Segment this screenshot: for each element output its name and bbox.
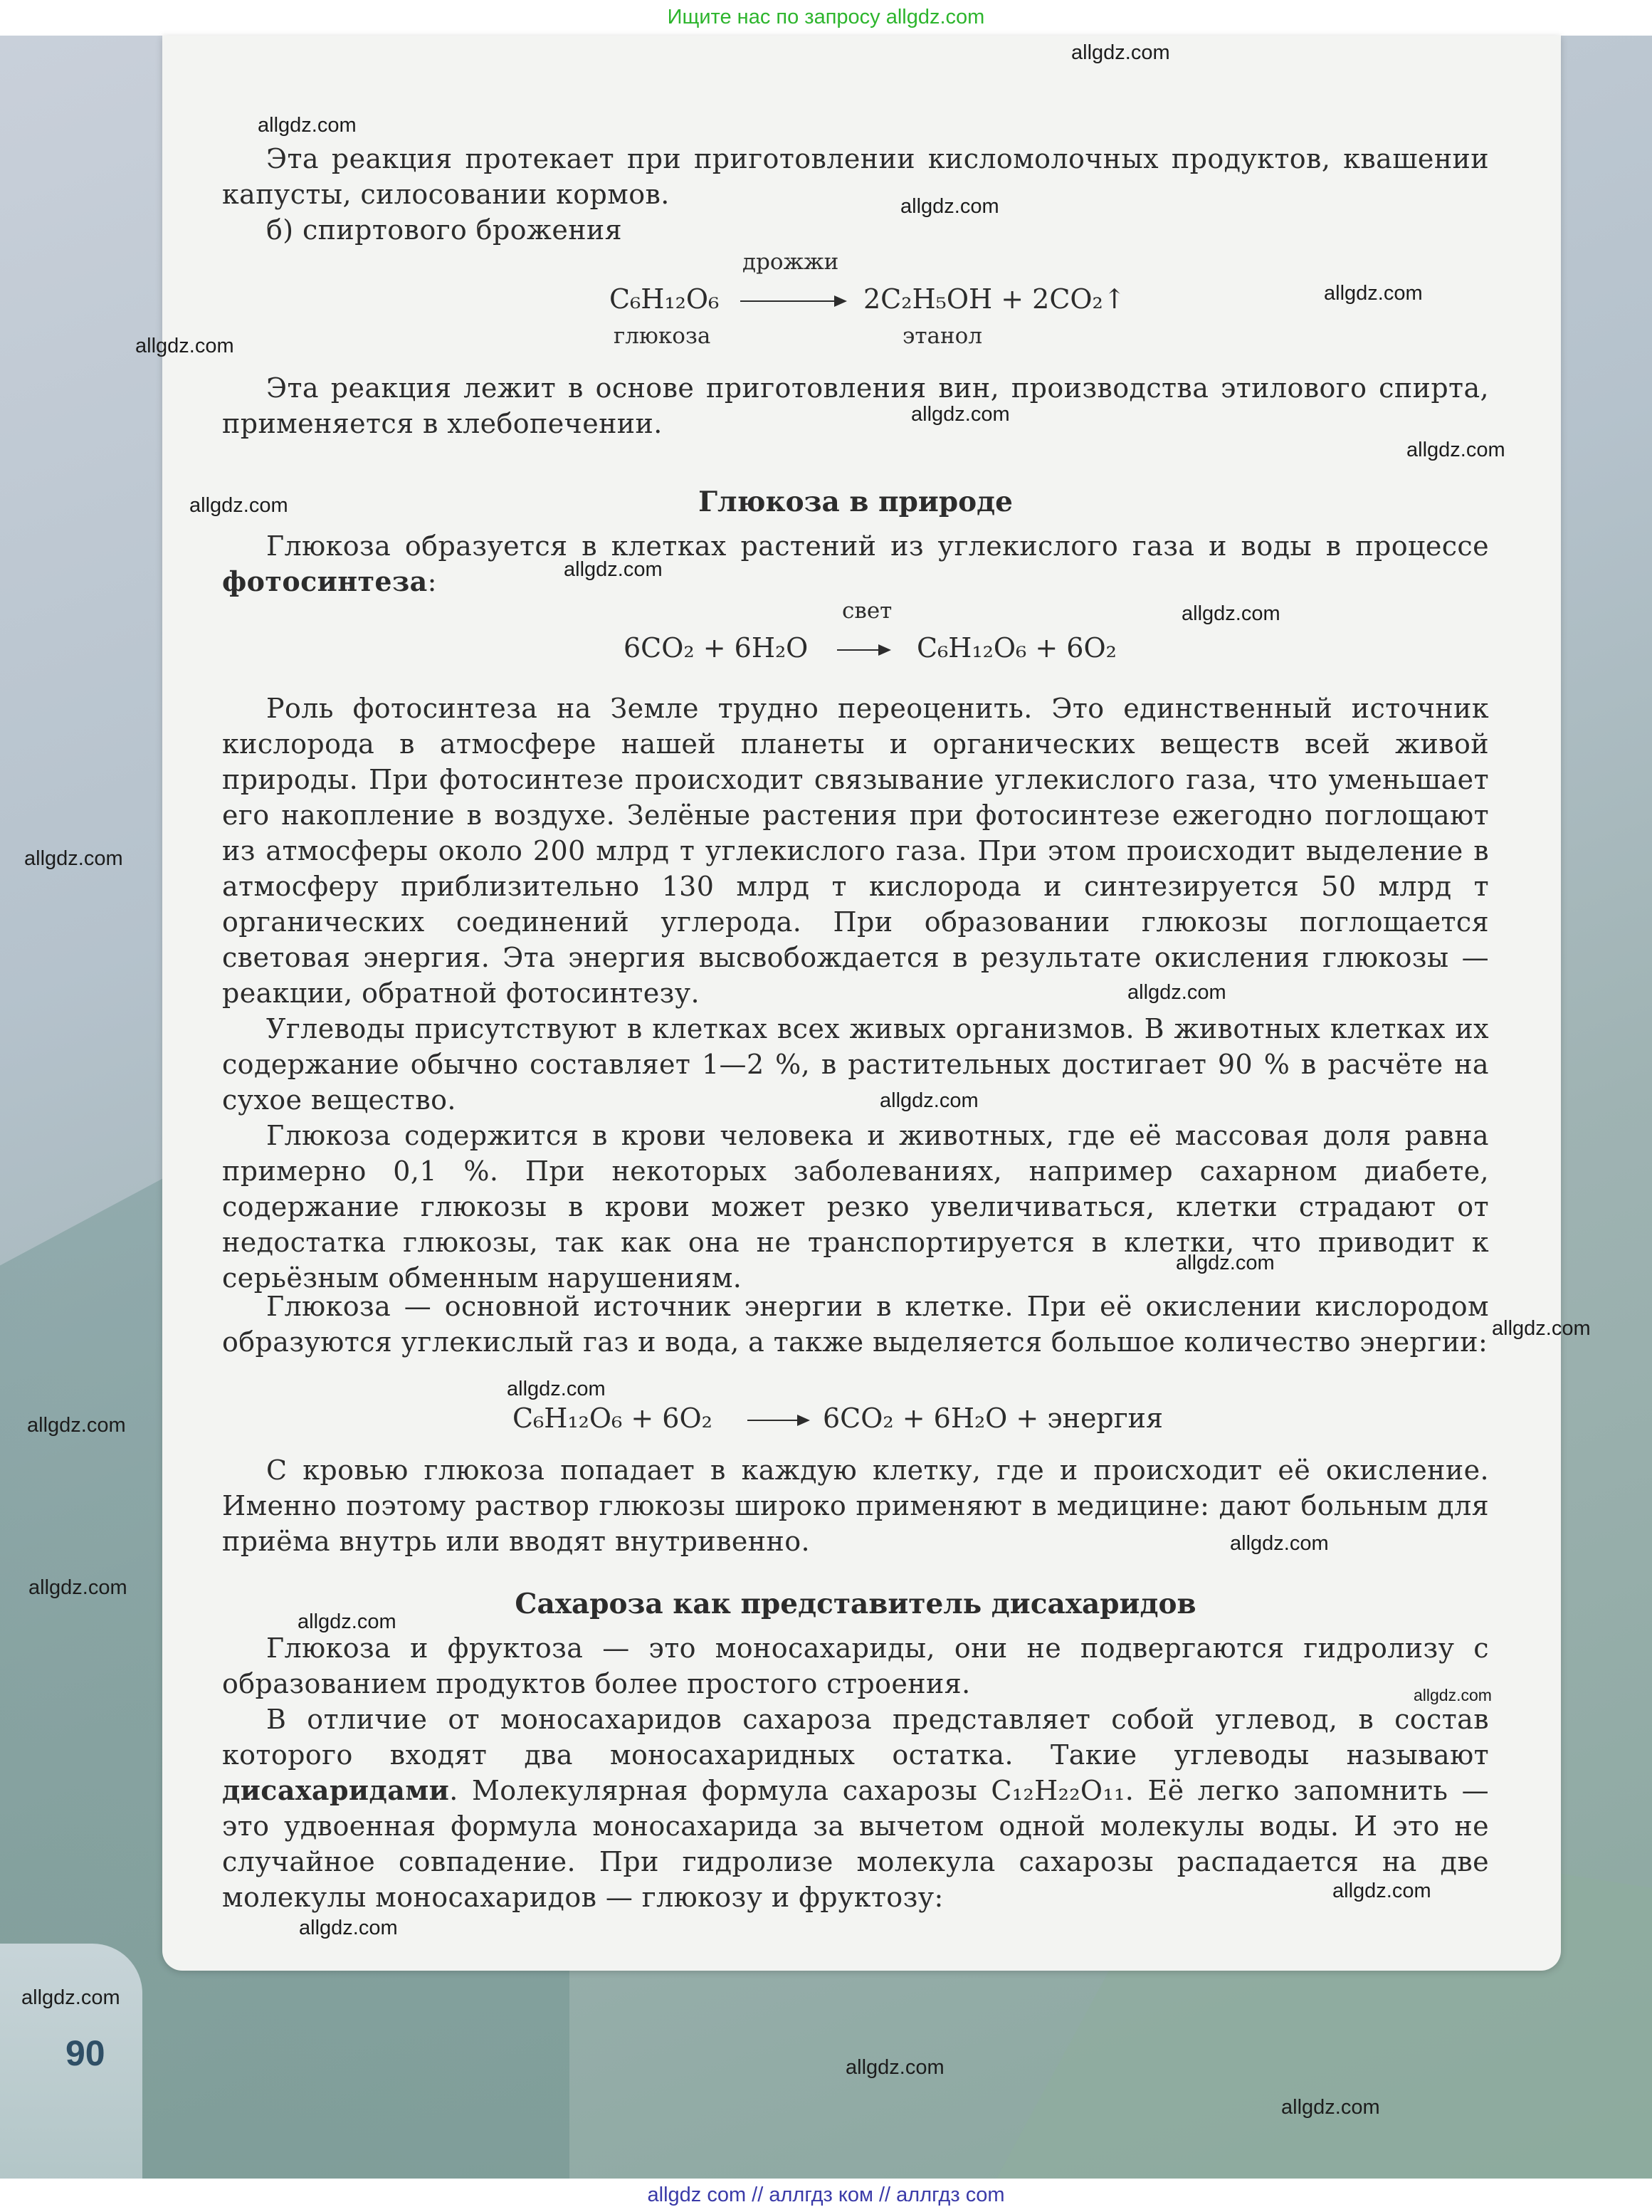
paragraph: б) спиртового брожения [266, 214, 623, 246]
paragraph: Эта реакция протекает при приготовлении кисломолочных продуктов, квашении капусты, силосовании кормов. [222, 143, 1489, 210]
text: . Молекулярная формула сахарозы [449, 1775, 991, 1806]
watermark: allgdz.com [1492, 1317, 1591, 1340]
watermark: allgdz.com [298, 1610, 396, 1633]
reaction-arrow-icon [740, 300, 846, 302]
watermark: allgdz.com [1406, 439, 1505, 461]
watermark: allgdz.com [880, 1089, 979, 1112]
watermark: allgdz.com [911, 403, 1010, 426]
book-page [162, 36, 1561, 1971]
equation-reactant: C₆H₁₂O₆ [609, 283, 720, 315]
section-heading: Глюкоза в природе [698, 486, 1013, 518]
watermark: allgdz.com [507, 1378, 606, 1400]
watermark: allgdz.com [1414, 1686, 1492, 1704]
watermark: allgdz.com [1176, 1252, 1275, 1274]
equation-product: 2C₂H₅OH + 2CO₂↑ [863, 283, 1126, 315]
watermark: allgdz.com [1127, 981, 1226, 1004]
equation-reactant: 6CO₂ + 6H₂O [624, 632, 809, 664]
watermark: allgdz.com [564, 558, 663, 581]
watermark: allgdz.com [135, 335, 234, 357]
watermark: allgdz.com [846, 2056, 945, 2079]
paragraph: Глюкоза содержится в крови человека и животных, где её массовая доля равна примерно 0,1 %. При некоторых заболеваниях, например сахарном диабете, содержание глюкозы в крови может резко увеличиваться, клетки страдают от недостатка глюкозы, так как она не транспортируется в клетки, что приводит к серьёзным обменным нарушениям. [222, 1120, 1489, 1294]
watermark: allgdz.com [1324, 282, 1423, 305]
watermark: allgdz.com [28, 1576, 127, 1599]
paragraph: Эта реакция лежит в основе приготовления вин, производства этилового спирта, применяется в хлебопечении. [222, 372, 1489, 439]
formula: C₁₂H₂₂O₁₁ [991, 1775, 1125, 1806]
watermark: allgdz.com [1071, 41, 1170, 64]
watermark: allgdz.com [299, 1917, 398, 1939]
watermark: allgdz.com [1281, 2096, 1380, 2119]
equation-label: этанол [903, 323, 983, 349]
text: : [427, 566, 437, 597]
paragraph [222, 1702, 1489, 1915]
paragraph: Роль фотосинтеза на Земле трудно переоценить. Это единственный источник кислорода в атмосфере нашей планеты и органических веществ всей живой природы. При фотосинтезе происходит связывание углекислого газа, что уменьшает его накопление в воздухе. Зелёные растения при фотосинтезе ежегодно поглощают из атмосферы около 200 млрд т углекислого газа. При этом происходит выделение в атмосферу приблизительно 130 млрд т кислорода и синтезируется 50 млрд т органических соединений углерода. При образовании глюкозы поглощается световая энергия. Эта энергия высвобождается в результате окисления глюкозы — реакции, обратной фотосинтезу. [222, 693, 1489, 1009]
term: фотосинтеза [222, 565, 428, 597]
equation-label: глюкоза [614, 323, 711, 349]
watermark: allgdz.com [189, 494, 288, 517]
paragraph [222, 528, 1489, 599]
text: Глюкоза образуется в клетках растений из углекислого газа и воды в процессе [266, 530, 1489, 562]
paragraph: С кровью глюкоза попадает в каждую клетку, где и происходит её окисление. Именно поэтому раствор глюкозы широко применяют в медицине: дают больным для приёма внутрь или вводят внутривенно. [222, 1454, 1489, 1557]
section-heading: Сахароза как представитель дисахаридов [515, 1588, 1196, 1620]
watermark: allgdz.com [1332, 1880, 1431, 1902]
paragraph: Глюкоза — основной источник энергии в клетке. При её окислении кислородом образуются углекислый газ и вода, а также выделяется большое количество энергии: [222, 1291, 1489, 1358]
paragraph: Углеводы присутствуют в клетках всех живых организмов. В животных клетках их содержание обычно составляет 1—2 %, в растительных достигает 90 % в расчёте на сухое вещество. [222, 1013, 1489, 1116]
equation-product: 6CO₂ + 6H₂O + энергия [823, 1403, 1163, 1434]
equation-reactant: C₆H₁₂O₆ + 6O₂ [512, 1403, 712, 1434]
watermark: allgdz.com [27, 1414, 126, 1437]
watermark: allgdz.com [21, 1986, 120, 2009]
text: . Её легко запомнить — это удвоенная формула моносахарида за вычетом одной молекулы воды. И это не случайное совпадение. При гидролизе молекула сахарозы распадается на две молекулы моносахаридов — глюкозу и фруктозу: [222, 1775, 1489, 1913]
reaction-arrow-icon [747, 1420, 809, 1421]
watermark: allgdz.com [1230, 1532, 1329, 1555]
equation-product: C₆H₁₂O₆ + 6O₂ [917, 632, 1117, 664]
top-banner: Ищите нас по запросу allgdz.com [0, 0, 1652, 36]
reaction-arrow-icon [837, 649, 890, 651]
watermark: allgdz.com [1182, 602, 1280, 625]
equation-condition: свет [842, 598, 893, 624]
watermark: allgdz.com [24, 847, 123, 870]
watermark: allgdz.com [258, 114, 357, 137]
page-number: 90 [65, 2033, 105, 2073]
bottom-banner: allgdz com // аллгдз ком // аллгдз com [0, 2179, 1652, 2212]
text: В отличие от моносахаридов сахароза представляет собой углевод, в состав которого входят два моносахаридных остатка. Такие углеводы называют [222, 1704, 1489, 1771]
paragraph: Глюкоза и фруктоза — это моносахариды, они не подвергаются гидролизу с образованием продуктов более простого строения. [222, 1632, 1489, 1699]
term: дисахаридами [222, 1774, 450, 1806]
watermark: allgdz.com [900, 195, 999, 218]
equation-condition: дрожжи [742, 249, 839, 275]
